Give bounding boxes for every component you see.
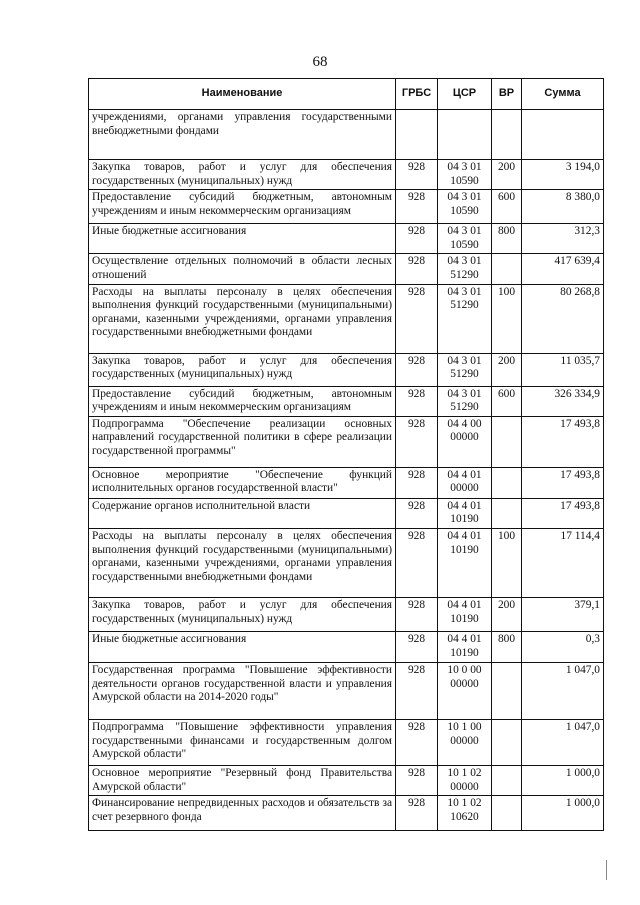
cell-csr bbox=[438, 416, 492, 467]
cell-csr-direction: 51290 bbox=[450, 368, 479, 381]
cell-name: Подпрограмма "Обеспечение реализации основных направлений государственной политики в сфере реализации государственной программы" bbox=[89, 416, 396, 467]
cell-vr: 200 bbox=[492, 597, 522, 631]
cell-vr bbox=[492, 662, 522, 719]
cell-csr-code: 04 4 00 bbox=[447, 417, 482, 430]
cell-grbs: 928 bbox=[396, 467, 438, 498]
cell-sum: 8 380,0 bbox=[522, 190, 604, 224]
cell-sum: 1 047,0 bbox=[522, 719, 604, 765]
table-row bbox=[89, 190, 604, 224]
cell-name: Содержание органов исполнительной власти bbox=[89, 498, 396, 528]
header-vr: ВР bbox=[492, 79, 522, 110]
cell-csr-direction: 51290 bbox=[450, 268, 479, 281]
cell-csr-direction: 00000 bbox=[450, 431, 479, 444]
cell-csr-direction: 10590 bbox=[450, 204, 479, 217]
cell-name: Финансирование непредвиденных расходов и обязательств за счет резервного фонда bbox=[89, 796, 396, 831]
cell-grbs: 928 bbox=[396, 353, 438, 386]
cell-csr bbox=[438, 498, 492, 528]
budget-table bbox=[88, 78, 604, 831]
cell-name: Основное мероприятие "Обеспечение функций исполнительных органов государственной власти" bbox=[89, 467, 396, 498]
cell-csr-code: 04 3 01 bbox=[447, 285, 482, 298]
cell-vr: 800 bbox=[492, 631, 522, 662]
cell-vr bbox=[492, 110, 522, 160]
cell-vr: 800 bbox=[492, 224, 522, 254]
cell-csr-code: 04 4 01 bbox=[447, 468, 482, 481]
cell-csr-code: 04 4 01 bbox=[447, 529, 482, 542]
table-row bbox=[89, 160, 604, 190]
cell-grbs: 928 bbox=[396, 765, 438, 795]
table-row bbox=[89, 631, 604, 662]
cell-csr bbox=[438, 467, 492, 498]
cell-csr bbox=[438, 765, 492, 795]
cell-name: Основное мероприятие "Резервный фонд Правительства Амурской области" bbox=[89, 765, 396, 795]
cell-sum: 1 047,0 bbox=[522, 662, 604, 719]
cell-sum bbox=[522, 110, 604, 160]
scan-edge-mark bbox=[606, 860, 607, 880]
cell-vr: 200 bbox=[492, 160, 522, 190]
table-row bbox=[89, 386, 604, 416]
table-body bbox=[89, 110, 604, 831]
cell-vr bbox=[492, 498, 522, 528]
cell-grbs bbox=[396, 110, 438, 160]
cell-csr-direction: 10590 bbox=[450, 238, 479, 251]
cell-csr bbox=[438, 254, 492, 284]
cell-vr bbox=[492, 719, 522, 765]
cell-vr bbox=[492, 765, 522, 795]
cell-sum: 17 493,8 bbox=[522, 498, 604, 528]
cell-grbs: 928 bbox=[396, 386, 438, 416]
cell-sum: 11 035,7 bbox=[522, 353, 604, 386]
cell-csr-direction: 51290 bbox=[450, 401, 479, 414]
cell-grbs: 928 bbox=[396, 662, 438, 719]
cell-grbs: 928 bbox=[396, 796, 438, 831]
cell-csr-code: 10 1 00 bbox=[447, 720, 482, 733]
cell-csr-direction: 00000 bbox=[450, 780, 479, 793]
cell-csr bbox=[438, 719, 492, 765]
cell-sum: 1 000,0 bbox=[522, 765, 604, 795]
cell-vr: 200 bbox=[492, 353, 522, 386]
cell-csr-direction: 10190 bbox=[450, 543, 479, 556]
cell-csr-direction: 10620 bbox=[450, 810, 479, 823]
cell-csr bbox=[438, 662, 492, 719]
cell-grbs: 928 bbox=[396, 631, 438, 662]
cell-vr: 600 bbox=[492, 190, 522, 224]
cell-csr-code: 04 3 01 bbox=[447, 225, 482, 238]
table-row bbox=[89, 528, 604, 597]
cell-csr bbox=[438, 353, 492, 386]
cell-csr bbox=[438, 597, 492, 631]
cell-name: Подпрограмма "Повышение эффективности управления государственными финансами и государственным долгом Амурской области" bbox=[89, 719, 396, 765]
cell-csr bbox=[438, 631, 492, 662]
table-row bbox=[89, 284, 604, 353]
table-row bbox=[89, 498, 604, 528]
cell-csr bbox=[438, 386, 492, 416]
cell-csr-code: 04 3 01 bbox=[447, 161, 482, 173]
cell-csr-direction: 10190 bbox=[450, 646, 479, 659]
cell-sum: 80 268,8 bbox=[522, 284, 604, 353]
table-row bbox=[89, 719, 604, 765]
cell-csr-code: 04 4 01 bbox=[447, 499, 482, 512]
cell-csr bbox=[438, 160, 492, 190]
cell-vr: 600 bbox=[492, 386, 522, 416]
table-row bbox=[89, 796, 604, 831]
page-number: 68 bbox=[312, 54, 328, 70]
cell-sum: 326 334,9 bbox=[522, 386, 604, 416]
cell-sum: 417 639,4 bbox=[522, 254, 604, 284]
cell-csr-code: 10 1 02 bbox=[447, 766, 482, 779]
table-row bbox=[89, 416, 604, 467]
table-row bbox=[89, 597, 604, 631]
cell-csr-direction: 00000 bbox=[450, 734, 479, 747]
cell-csr-direction: 00000 bbox=[450, 482, 479, 495]
cell-sum: 312,3 bbox=[522, 224, 604, 254]
cell-name: Закупка товаров, работ и услуг для обеспечения государственных (муниципальных) нужд bbox=[89, 597, 396, 631]
cell-csr-direction: 10190 bbox=[450, 612, 479, 625]
cell-vr bbox=[492, 254, 522, 284]
table-row bbox=[89, 254, 604, 284]
cell-csr bbox=[438, 284, 492, 353]
cell-vr bbox=[492, 796, 522, 831]
cell-csr-code: 04 4 01 bbox=[447, 632, 482, 645]
cell-sum: 1 000,0 bbox=[522, 796, 604, 831]
table-row bbox=[89, 224, 604, 254]
header-sum: Сумма bbox=[522, 79, 604, 110]
cell-grbs: 928 bbox=[396, 190, 438, 224]
cell-name: Государственная программа "Повышение эффективности деятельности органов государственной власти и управления Амурской области на 2014-2020 годы" bbox=[89, 662, 396, 719]
cell-grbs: 928 bbox=[396, 498, 438, 528]
cell-vr bbox=[492, 467, 522, 498]
cell-name: Осуществление отдельных полномочий в области лесных отношений bbox=[89, 254, 396, 284]
cell-name: учреждениями, органами управления государственными внебюджетными фондами bbox=[89, 110, 396, 160]
table-row bbox=[89, 110, 604, 160]
cell-csr-code: 10 1 02 bbox=[447, 797, 482, 810]
cell-name: Иные бюджетные ассигнования bbox=[89, 631, 396, 662]
cell-grbs: 928 bbox=[396, 160, 438, 190]
cell-name: Закупка товаров, работ и услуг для обеспечения государственных (муниципальных) нужд bbox=[89, 160, 396, 190]
cell-name: Расходы на выплаты персоналу в целях обеспечения выполнения функций государственными (муниципальными) органами, казенными учреждениями, органами управления государственными внебюджетными фондами bbox=[89, 284, 396, 353]
cell-name: Предоставление субсидий бюджетным, автономным учреждениям и иным некоммерческим организациям bbox=[89, 386, 396, 416]
cell-vr: 100 bbox=[492, 284, 522, 353]
cell-sum: 3 194,0 bbox=[522, 160, 604, 190]
cell-csr-direction: 51290 bbox=[450, 299, 479, 312]
cell-grbs: 928 bbox=[396, 719, 438, 765]
cell-csr-direction: 10590 bbox=[450, 174, 479, 187]
cell-sum: 379,1 bbox=[522, 597, 604, 631]
header-csr: ЦСР bbox=[438, 79, 492, 110]
cell-csr bbox=[438, 224, 492, 254]
cell-csr-code: 04 3 01 bbox=[447, 255, 482, 268]
header-grbs: ГРБС bbox=[396, 79, 438, 110]
cell-sum: 17 114,4 bbox=[522, 528, 604, 597]
cell-csr-code: 04 3 01 bbox=[447, 191, 482, 204]
cell-name: Предоставление субсидий бюджетным, автономным учреждениям и иным некоммерческим организациям bbox=[89, 190, 396, 224]
cell-csr-code: 10 0 00 bbox=[447, 663, 482, 676]
table-row bbox=[89, 662, 604, 719]
cell-csr-direction: 10190 bbox=[450, 513, 479, 526]
table-row bbox=[89, 467, 604, 498]
cell-csr-code: 04 3 01 bbox=[447, 354, 482, 367]
cell-name: Иные бюджетные ассигнования bbox=[89, 224, 396, 254]
cell-name: Закупка товаров, работ и услуг для обеспечения государственных (муниципальных) нужд bbox=[89, 353, 396, 386]
cell-vr bbox=[492, 416, 522, 467]
cell-sum: 17 493,8 bbox=[522, 467, 604, 498]
cell-csr-code: 04 4 01 bbox=[447, 598, 482, 611]
cell-grbs: 928 bbox=[396, 284, 438, 353]
cell-grbs: 928 bbox=[396, 528, 438, 597]
cell-csr bbox=[438, 190, 492, 224]
cell-csr bbox=[438, 110, 492, 160]
cell-vr: 100 bbox=[492, 528, 522, 597]
cell-grbs: 928 bbox=[396, 254, 438, 284]
table-header-row bbox=[89, 79, 604, 110]
cell-csr-direction: 00000 bbox=[450, 677, 479, 690]
cell-csr-code: 04 3 01 bbox=[447, 387, 482, 400]
cell-csr bbox=[438, 528, 492, 597]
cell-grbs: 928 bbox=[396, 224, 438, 254]
table-row bbox=[89, 765, 604, 795]
cell-grbs: 928 bbox=[396, 416, 438, 467]
cell-name: Расходы на выплаты персоналу в целях обеспечения выполнения функций государственными (муниципальными) органами, казенными учреждениями, органами управления государственными внебюджетными фондами bbox=[89, 528, 396, 597]
header-name: Наименование bbox=[89, 79, 396, 110]
cell-sum: 17 493,8 bbox=[522, 416, 604, 467]
table-row bbox=[89, 353, 604, 386]
cell-csr bbox=[438, 796, 492, 831]
cell-sum: 0,3 bbox=[522, 631, 604, 662]
cell-grbs: 928 bbox=[396, 597, 438, 631]
